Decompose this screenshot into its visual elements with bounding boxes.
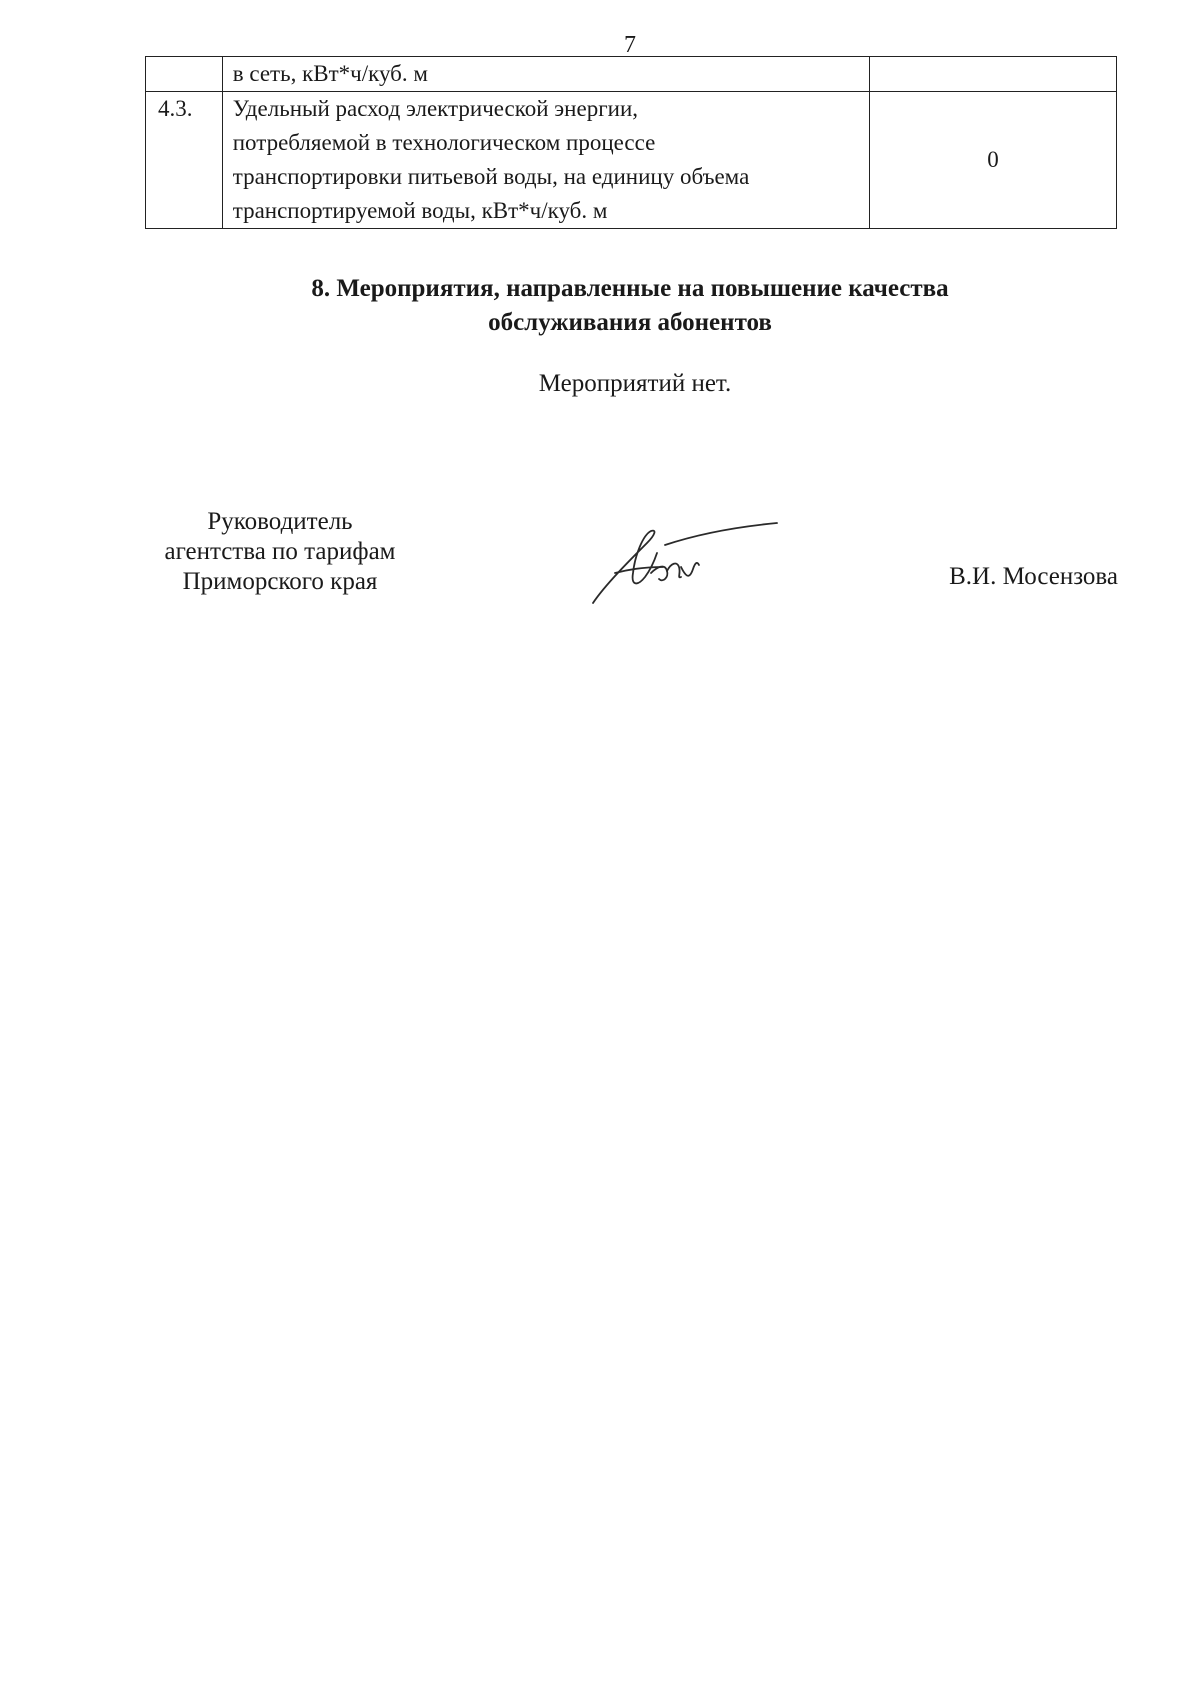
page-number: 7 <box>624 32 636 58</box>
section-title-line: обслуживания абонентов <box>488 309 772 336</box>
row-description-cell <box>222 57 869 92</box>
row-value-cell: 0 <box>869 92 1116 229</box>
row-value-cell <box>869 57 1116 92</box>
indicator-table <box>145 56 1117 229</box>
description-line: Удельный расход электрической энергии, <box>232 96 639 121</box>
signer-name: В.И. Мосензова <box>949 563 1118 590</box>
table-row <box>146 57 1117 92</box>
signer-position-line: Приморского края <box>182 568 378 595</box>
description-line: потребляемой в технологическом процессе <box>232 130 656 155</box>
row-number-cell: 4.3. <box>146 92 223 229</box>
signer-position <box>130 507 430 597</box>
row-number-cell <box>146 57 223 92</box>
description-line: транспортируемой воды, кВт*ч/куб. м <box>232 198 608 223</box>
table-row <box>146 92 1117 229</box>
description-line: транспортировки питьевой воды, на единицу объема <box>232 164 750 189</box>
section-body: Мероприятий нет. <box>538 370 732 397</box>
handwritten-signature <box>585 515 785 610</box>
row-description-cell <box>222 92 869 229</box>
section-title-line: 8. Мероприятия, направленные на повышение качества <box>311 275 949 302</box>
signer-position-line: Руководитель <box>207 508 353 535</box>
description-line: в сеть, кВт*ч/куб. м <box>232 61 428 86</box>
signer-position-line: агентства по тарифам <box>164 538 396 565</box>
section-title <box>150 272 1110 340</box>
